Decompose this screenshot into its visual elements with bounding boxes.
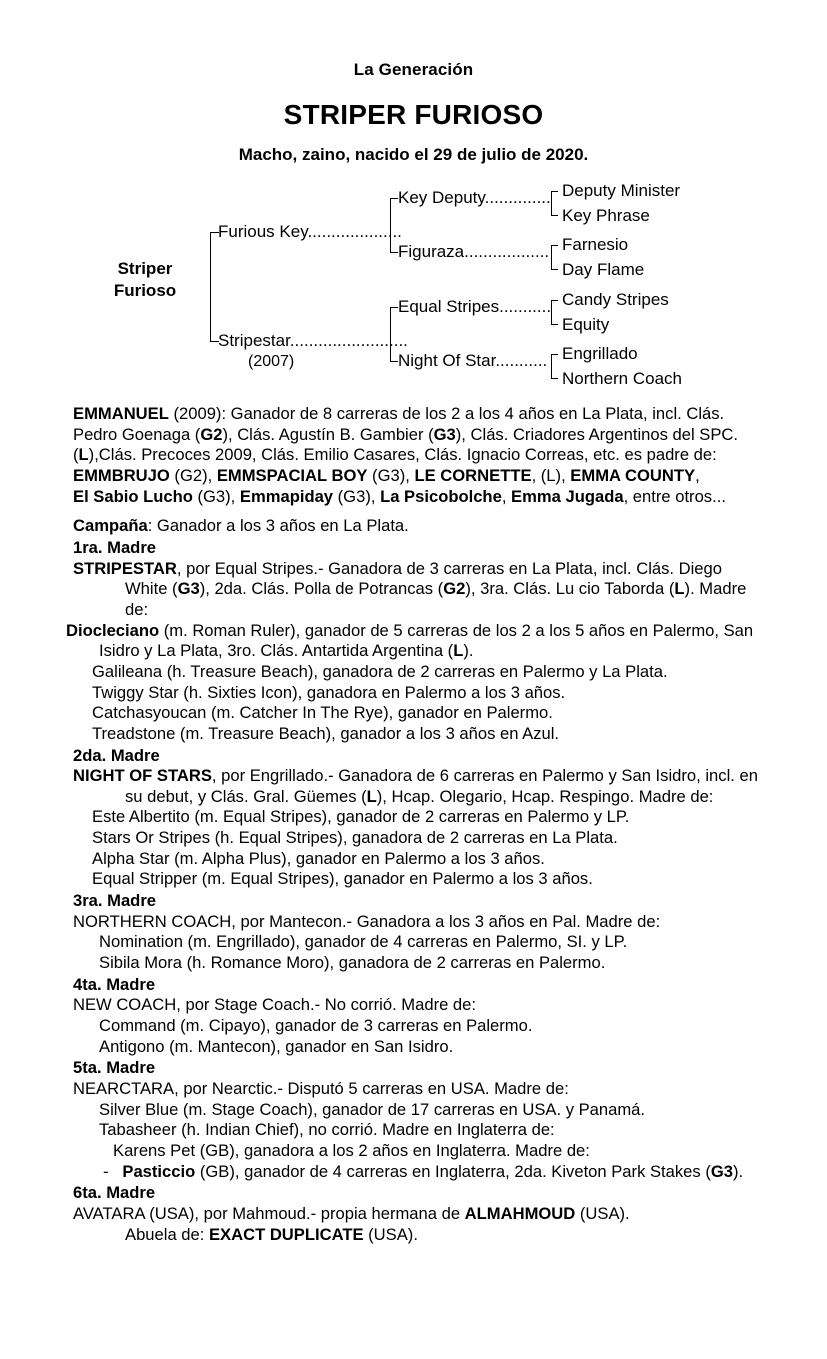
pedigree-sire: Furious Key....................: [218, 222, 402, 241]
bracket-gen3-4w: [551, 354, 558, 379]
progeny-el-sabio-lucho: El Sabio Lucho: [73, 486, 193, 506]
dam-1-grade-3: L: [674, 579, 685, 599]
dam-6-desc-a: AVATARA (USA), por Mahmoud.- propia hermana de: [73, 1203, 465, 1223]
progeny-sep-7: ,: [501, 486, 512, 506]
bracket-gen3-2w: [551, 245, 558, 270]
pedigree-body-text: [0, 404, 827, 1245]
list-item: Alpha Star (m. Alpha Plus), ganador en Palermo a los 3 años.: [92, 848, 545, 868]
pedigree-subject-line2: Furioso: [113, 281, 177, 301]
pedigree-gen3-2: Key Phrase: [562, 206, 650, 225]
dam-6-description: [73, 1204, 767, 1225]
dam-heading-3: 3ra. Madre: [73, 891, 157, 911]
dam-6-almahmoud: ALMAHMOUD: [464, 1203, 576, 1223]
progeny-sep-8: , entre otros...: [623, 486, 726, 506]
dam-1-name: STRIPESTAR: [73, 558, 177, 578]
progeny-emmapiday: Emmapiday: [239, 486, 334, 506]
sire-note-line2b: ), Clás. Agustín B. Gambier (: [222, 424, 434, 444]
campana-label: Campaña: [73, 516, 148, 536]
list-item: Este Albertito (m. Equal Stripes), ganador de 2 carreras en Palermo y LP.: [92, 807, 630, 827]
pedigree-gen3-6: Equity: [562, 315, 610, 334]
bracket-gen2-sire: [390, 198, 398, 253]
offspring-pasticcio-text-a: (GB), ganador de 4 carreras en Inglaterra, 2da. Kiveton Park Stakes (: [195, 1161, 711, 1181]
progeny-sep-6: (G3),: [333, 486, 381, 506]
list-item: Stars Or Stripes (h. Equal Stripes), ganadora de 2 carreras en La Plata.: [92, 828, 618, 848]
list-item: Antigono (m. Mantecon), ganador en San Isidro.: [99, 1036, 454, 1056]
dam-heading-6: 6ta. Madre: [73, 1183, 156, 1203]
sire-note-name: EMMANUEL: [73, 404, 169, 423]
sire-note-line2a: Pedro Goenaga (: [73, 424, 201, 444]
campana-text: : Ganador a los 3 años en La Plata.: [147, 516, 409, 536]
dam-1-grade-2: G2: [443, 579, 466, 599]
sire-note-paragraph: [73, 404, 767, 466]
sire-note-line3a: (: [73, 445, 79, 465]
sire-progeny-line1: [73, 466, 767, 487]
progeny-sep-1: (G2),: [169, 465, 217, 485]
grade-g3: G3: [433, 424, 456, 444]
sire-note-line3b: ),Clás. Precoces 2009, Clás. Emilio Casares, Clás. Ignacio Correas, etc. es padre de:: [88, 445, 717, 465]
dam-2-desc-a: , por Engrillado.- Ganadora de 6 carreras en Palermo y San Isidro, incl. en su debut, y Clás. Gral. Güemes (: [125, 766, 758, 806]
progeny-emma-jugada: Emma Jugada: [511, 486, 624, 506]
pedigree-dam-dam: Night Of Star...........: [398, 351, 548, 370]
dam-2-grade-1: L: [366, 786, 377, 806]
offspring-diocleciano: [66, 620, 767, 662]
dam-5-description: NEARCTARA, por Nearctic.- Disputó 5 carreras en USA. Madre de:: [73, 1079, 569, 1098]
list-item: Nomination (m. Engrillado), ganador de 4 carreras en Palermo, SI. y LP.: [99, 932, 628, 952]
bracket-gen2-dam: [390, 307, 398, 362]
grade-g2: G2: [200, 424, 223, 444]
pedigree-gen3-8: Northern Coach: [562, 369, 683, 388]
progeny-emma-county: EMMA COUNTY: [570, 465, 696, 485]
list-item: Galileana (h. Treasure Beach), ganadora de 2 carreras en Palermo y La Plata.: [92, 661, 668, 681]
list-item: Tabasheer (h. Indian Chief), no corrió. Madre en Inglaterra de:: [99, 1120, 555, 1140]
offspring-pasticcio-grade: G3: [710, 1161, 733, 1181]
bracket-gen1: [210, 232, 219, 342]
dam-heading-2: 2da. Madre: [73, 745, 160, 765]
list-item: Karens Pet (GB), ganadora a los 2 años en Inglaterra. Madre de:: [113, 1140, 590, 1160]
progeny-sep-2: (G3),: [367, 465, 415, 485]
dam-2-name: NIGHT OF STARS: [73, 766, 212, 786]
offspring-pasticcio-name: Pasticcio: [122, 1161, 196, 1181]
progeny-le-cornette: LE CORNETTE: [414, 465, 532, 485]
list-item: Twiggy Star (h. Sixties Icon), ganadora en Palermo a los 3 años.: [92, 682, 566, 702]
offspring-diocleciano-name: Diocleciano: [66, 620, 160, 640]
pedigree-tree: [0, 181, 827, 390]
list-item: Sibila Mora (h. Romance Moro), ganadora de 2 carreras en Palermo.: [99, 953, 606, 973]
progeny-sep-4: ,: [695, 465, 700, 485]
pedigree-sire-dam: Figuraza..................: [398, 242, 550, 261]
dam-1-desc-a: , por Equal Stripes.- Ganadora de 3 carreras en La Plata, incl. Clás. Diego White (: [125, 558, 722, 599]
progeny-emmbrujo: EMMBRUJO: [73, 465, 170, 485]
pedigree-gen3-4: Day Flame: [562, 260, 645, 279]
dam-6-desc-b: (USA).: [575, 1203, 630, 1223]
dam-heading-5: 5ta. Madre: [73, 1058, 156, 1078]
sire-note-line2c: ), Clás. Criadores Argentinos del SPC.: [455, 424, 738, 444]
progeny-la-psicobolche: La Psicobolche: [380, 486, 502, 506]
sire-progeny-line2: [73, 487, 767, 508]
sire-note-line1: (2009): Ganador de 8 carreras de los 2 a los 4 años en La Plata, incl. Clás.: [168, 404, 725, 423]
dam-2-description: [73, 766, 767, 807]
bracket-gen3-3w: [551, 300, 558, 325]
pedigree-dam-sire: Equal Stripes...........: [398, 297, 552, 316]
dam-6-line2: [73, 1225, 767, 1246]
progeny-sep-3: , (L),: [531, 465, 571, 485]
dam-6-line2-a: Abuela de:: [125, 1224, 209, 1244]
progeny-emmspacial-boy: EMMSPACIAL BOY: [216, 465, 368, 485]
dam-1-desc-c: ), 3ra. Clás. Lu cio Taborda (: [465, 579, 675, 599]
offspring-diocleciano-grade: L: [453, 641, 464, 661]
offspring-pasticcio: [73, 1162, 767, 1183]
dam-6-exact-duplicate: EXACT DUPLICATE: [208, 1224, 364, 1244]
pedigree-dam-year: (2007): [248, 353, 295, 370]
dash-bullet: -: [103, 1161, 109, 1181]
dam-3-description: NORTHERN COACH, por Mantecon.- Ganadora a los 3 años en Pal. Madre de:: [73, 911, 661, 931]
pedigree-dam: Stripestar.........................: [218, 331, 408, 350]
horse-name-title: STRIPER FURIOSO: [283, 99, 544, 130]
pedigree-gen3-3: Farnesio: [562, 235, 629, 254]
offspring-diocleciano-text-a: (m. Roman Ruler), ganador de 5 carreras de los 2 a los 5 años en Palermo, San Isidro y La Plata, 3ro. Clás. Antartida Argentina (: [99, 620, 754, 661]
dam-1-grade-1: G3: [177, 579, 200, 599]
list-item: Equal Stripper (m. Equal Stripes), ganador en Palermo a los 3 años.: [92, 869, 593, 889]
dam-heading-1: 1ra. Madre: [73, 537, 157, 557]
campana-line: [73, 516, 767, 537]
pedigree-subject-line1: Striper: [117, 259, 173, 278]
pedigree-subject: [85, 258, 205, 303]
grade-l: L: [78, 445, 89, 465]
dam-1-desc-d: ). Madre de:: [125, 579, 747, 619]
horse-subtitle: Macho, zaino, nacido el 29 de julio de 2020.: [238, 145, 589, 164]
dam-1-description: [73, 559, 767, 621]
pedigree-gen3-1: Deputy Minister: [562, 181, 681, 200]
progeny-sep-5: (G3),: [192, 486, 240, 506]
offspring-pasticcio-text-b: ).: [732, 1161, 744, 1181]
pedigree-gen3-5: Candy Stripes: [562, 290, 669, 309]
bracket-gen3-1: [551, 191, 558, 216]
dam-4-description: NEW COACH, por Stage Coach.- No corrió. Madre de:: [73, 995, 476, 1015]
dam-heading-4: 4ta. Madre: [73, 974, 156, 994]
list-item: Catchasyoucan (m. Catcher In The Rye), ganador en Palermo.: [92, 703, 553, 723]
dam-2-desc-b: ), Hcap. Olegario, Hcap. Respingo. Madre de:: [376, 786, 714, 806]
pedigree-gen3-7: Engrillado: [562, 344, 638, 363]
spacer-1: [73, 507, 767, 516]
dam-6-line2-b: (USA).: [363, 1224, 418, 1244]
dam-1-desc-b: ), 2da. Clás. Polla de Potrancas (: [199, 579, 444, 599]
page-title-generation: La Generación: [353, 60, 474, 79]
pedigree-sire-sire: Key Deputy..............: [398, 188, 551, 207]
list-item: Command (m. Cipayo), ganador de 3 carreras en Palermo.: [99, 1016, 533, 1036]
list-item: Treadstone (m. Treasure Beach), ganador a los 3 años en Azul.: [92, 723, 560, 743]
offspring-diocleciano-text-b: ).: [463, 641, 474, 661]
list-item: Silver Blue (m. Stage Coach), ganador de 17 carreras en USA. y Panamá.: [99, 1099, 646, 1119]
